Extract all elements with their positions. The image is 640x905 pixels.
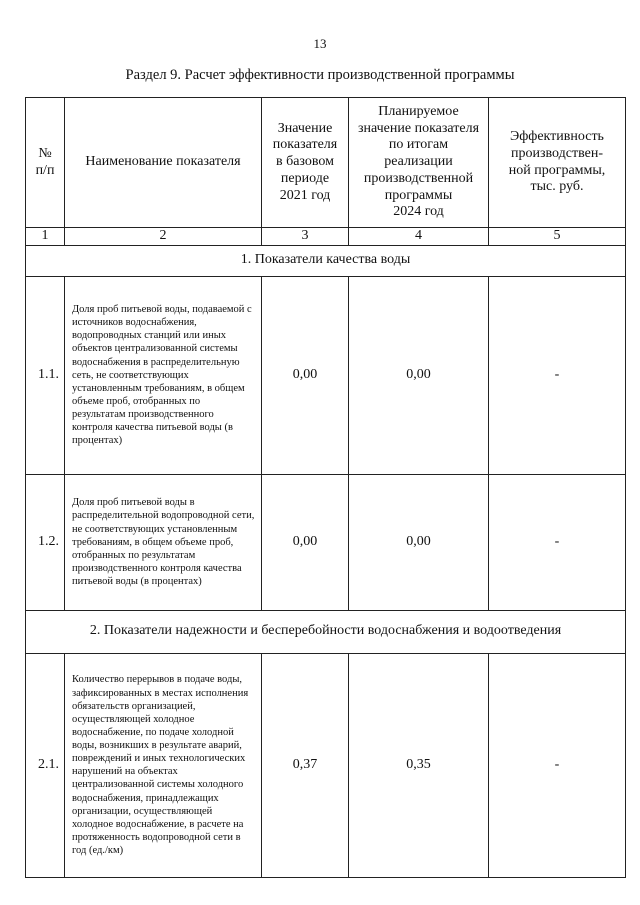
table-row: [26, 276, 626, 474]
row-efficiency: -: [489, 653, 626, 877]
column-number: 1: [26, 228, 65, 246]
row-index: 1.2.: [26, 474, 65, 610]
row-index: 2.1.: [26, 653, 65, 877]
row-base-value: 0,37: [262, 653, 349, 877]
row-description: Количество перерывов в подаче воды, зафиксированных в местах исполнения обязательств организацией, осуществляющей холодное водоснабжение, по подаче холодной воды, возникших в результате аварий, повреждений и иных технологических нарушений на объектах централизованной системы холодного водоснабжения, принадлежащих организации, осуществляющей холодное водоснабжение, в расчете на протяженность водопроводной сети в год (ед./км): [65, 653, 262, 877]
row-efficiency: -: [489, 276, 626, 474]
row-description: Доля проб питьевой воды, подаваемой с источников водоснабжения, водопроводных станций или иных объектов централизованной системы водоснабжения в распределительную сеть, не соответствующих установленным требованиям, в общем объеме проб, отобранных по результатам производственного контроля качества питьевой воды (в процентах): [65, 276, 262, 474]
header-efficiency: Эффективность производствен- ной программы, тыс. руб.: [489, 98, 626, 228]
section-heading: 1. Показатели качества воды: [26, 245, 626, 276]
header-number: № п/п: [26, 98, 65, 228]
section-heading-row: [26, 610, 626, 653]
section-title: Раздел 9. Расчет эффективности производственной программы: [125, 67, 515, 83]
row-index: 1.1.: [26, 276, 65, 474]
column-numbers-row: [26, 228, 626, 246]
column-number: 3: [262, 228, 349, 246]
table-row: [26, 474, 626, 610]
column-number: 2: [65, 228, 262, 246]
column-number: 4: [349, 228, 489, 246]
row-planned-value: 0,00: [349, 276, 489, 474]
header-indicator-name: Наименование показателя: [65, 98, 262, 228]
row-efficiency: -: [489, 474, 626, 610]
header-row: [26, 98, 626, 228]
row-planned-value: 0,35: [349, 653, 489, 877]
row-base-value: 0,00: [262, 474, 349, 610]
efficiency-table: [25, 97, 626, 878]
section-heading-row: [26, 245, 626, 276]
row-base-value: 0,00: [262, 276, 349, 474]
page-number: 13: [313, 36, 327, 51]
header-planned-value: Планируемое значение показателя по итогам реализации производственной программы 2024 год: [349, 98, 489, 228]
row-planned-value: 0,00: [349, 474, 489, 610]
header-base-value: Значение показателя в базовом периоде 2021 год: [262, 98, 349, 228]
row-description: Доля проб питьевой воды в распределительной водопроводной сети, не соответствующих установленным требованиям, в общем объеме проб, отобранных по результатам производственного контроля качества питьевой воды (в процентах): [65, 474, 262, 610]
table-row: [26, 653, 626, 877]
column-number: 5: [489, 228, 626, 246]
section-heading: 2. Показатели надежности и бесперебойности водоснабжения и водоотведения: [26, 610, 626, 653]
